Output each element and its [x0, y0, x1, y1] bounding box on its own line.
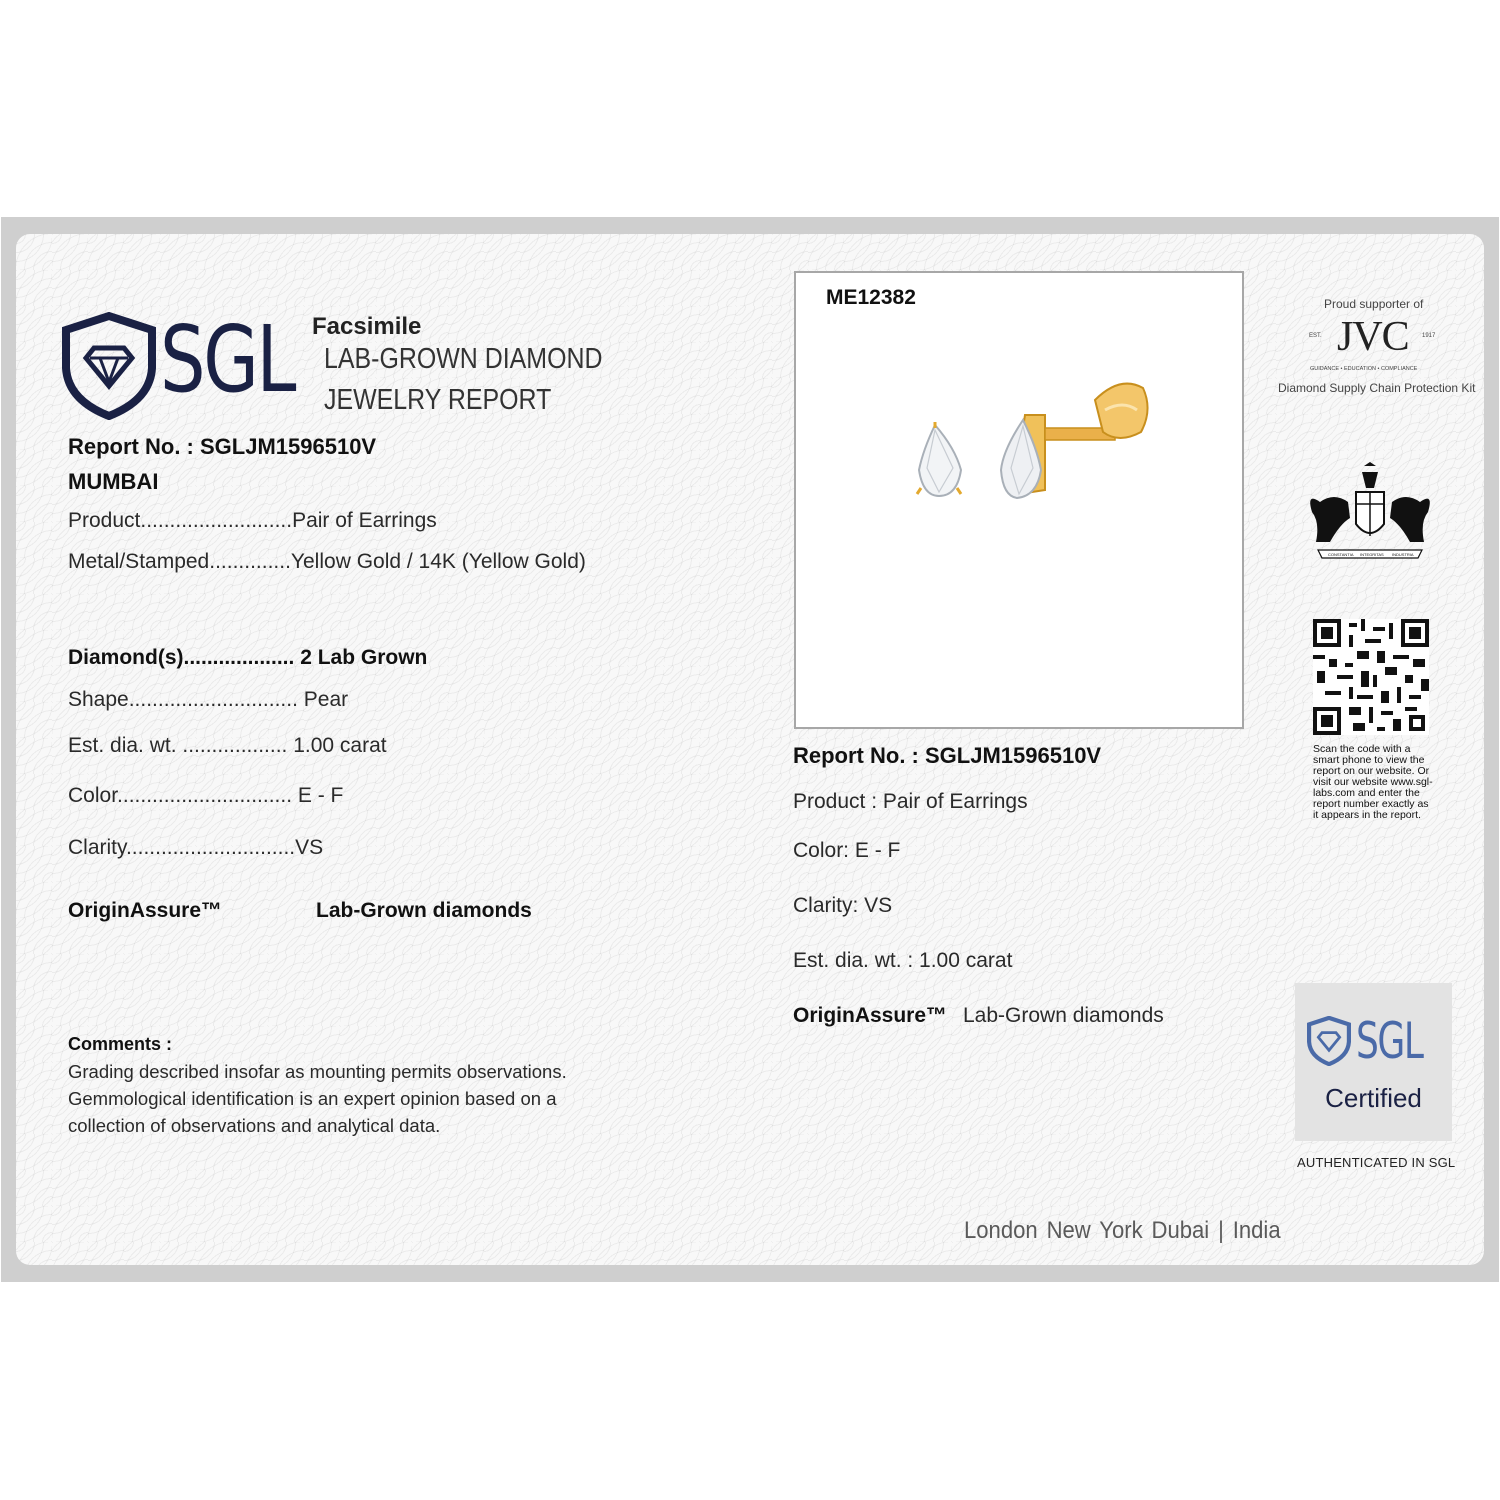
right-clarity-row: Clarity: VS — [793, 894, 893, 917]
right-report-number: Report No. : SGLJM1596510V — [793, 743, 1102, 768]
jvc-tagline: GUIDANCE • EDUCATION • COMPLIANCE — [1310, 366, 1418, 372]
shape-row: Shape............................. Pear — [68, 688, 349, 711]
product-code: ME12382 — [826, 286, 916, 309]
facsimile-label: Facsimile — [312, 313, 422, 340]
jvc-kit-text: Diamond Supply Chain Protection Kit — [1278, 381, 1476, 395]
seal-motto-2: INTEGRITAS — [1360, 552, 1384, 557]
right-product-row: Product : Pair of Earrings — [793, 790, 1028, 813]
jvc-logo: JVC — [1337, 314, 1409, 360]
right-weight-row: Est. dia. wt. : 1.00 carat — [793, 949, 1013, 972]
comments-line1: Grading described insofar as mounting permits observations. — [68, 1061, 567, 1082]
qr-code[interactable] — [1313, 619, 1429, 735]
coat-of-arms-icon — [1300, 462, 1440, 564]
right-color-row: Color: E - F — [793, 839, 901, 862]
sgl-shield-logo — [60, 312, 158, 420]
right-origin-value: Lab-Grown diamonds — [963, 1004, 1164, 1027]
weight-row: Est. dia. wt. .................. 1.00 carat — [68, 734, 387, 757]
certified-sgl-text: SGL — [1356, 1012, 1423, 1070]
jvc-supporter-text: Proud supporter of — [1324, 297, 1424, 311]
jvc-year: 1917 — [1422, 333, 1436, 339]
certified-shield-icon — [1306, 1016, 1352, 1066]
clarity-row: Clarity.............................VS — [68, 836, 324, 859]
diamonds-row: Diamond(s)................... 2 Lab Grown — [68, 646, 428, 669]
report-title-line2: JEWELRY REPORT — [324, 384, 552, 416]
seal-motto-1: CONSTANTIA — [1328, 552, 1354, 557]
origin-label: OriginAssure™ — [68, 899, 223, 922]
qr-instructions: Scan the code with a smart phone to view the report on our website. Or visit our website www.sgl-labs.com and enter the report number exactly as it appears in the report. — [1313, 743, 1433, 821]
metal-row: Metal/Stamped..............Yellow Gold / 14K (Yellow Gold) — [68, 550, 586, 573]
office-locations: London New York Dubai | India — [964, 1217, 1281, 1244]
comments-line2: Gemmological identification is an expert opinion based on a — [68, 1088, 557, 1109]
seal-motto-3: INDUSTRIA — [1392, 552, 1414, 557]
certified-label: Certified — [1325, 1083, 1422, 1113]
product-row: Product..........................Pair of Earrings — [68, 509, 437, 532]
report-city: MUMBAI — [68, 469, 159, 494]
sgl-logo-text: SGL — [160, 306, 295, 413]
color-row: Color.............................. E - F — [68, 784, 344, 807]
report-title-line1: LAB-GROWN DIAMOND — [324, 343, 603, 375]
report-number: Report No. : SGLJM1596510V — [68, 434, 377, 459]
authenticated-label: AUTHENTICATED IN SGL — [1297, 1155, 1456, 1170]
earring-image — [905, 370, 1155, 510]
comments-line3: collection of observations and analytical data. — [68, 1115, 441, 1136]
origin-value: Lab-Grown diamonds — [316, 899, 532, 922]
right-origin-label: OriginAssure™ — [793, 1004, 948, 1027]
comments-label: Comments : — [68, 1034, 173, 1054]
jvc-est: EST. — [1309, 333, 1322, 339]
